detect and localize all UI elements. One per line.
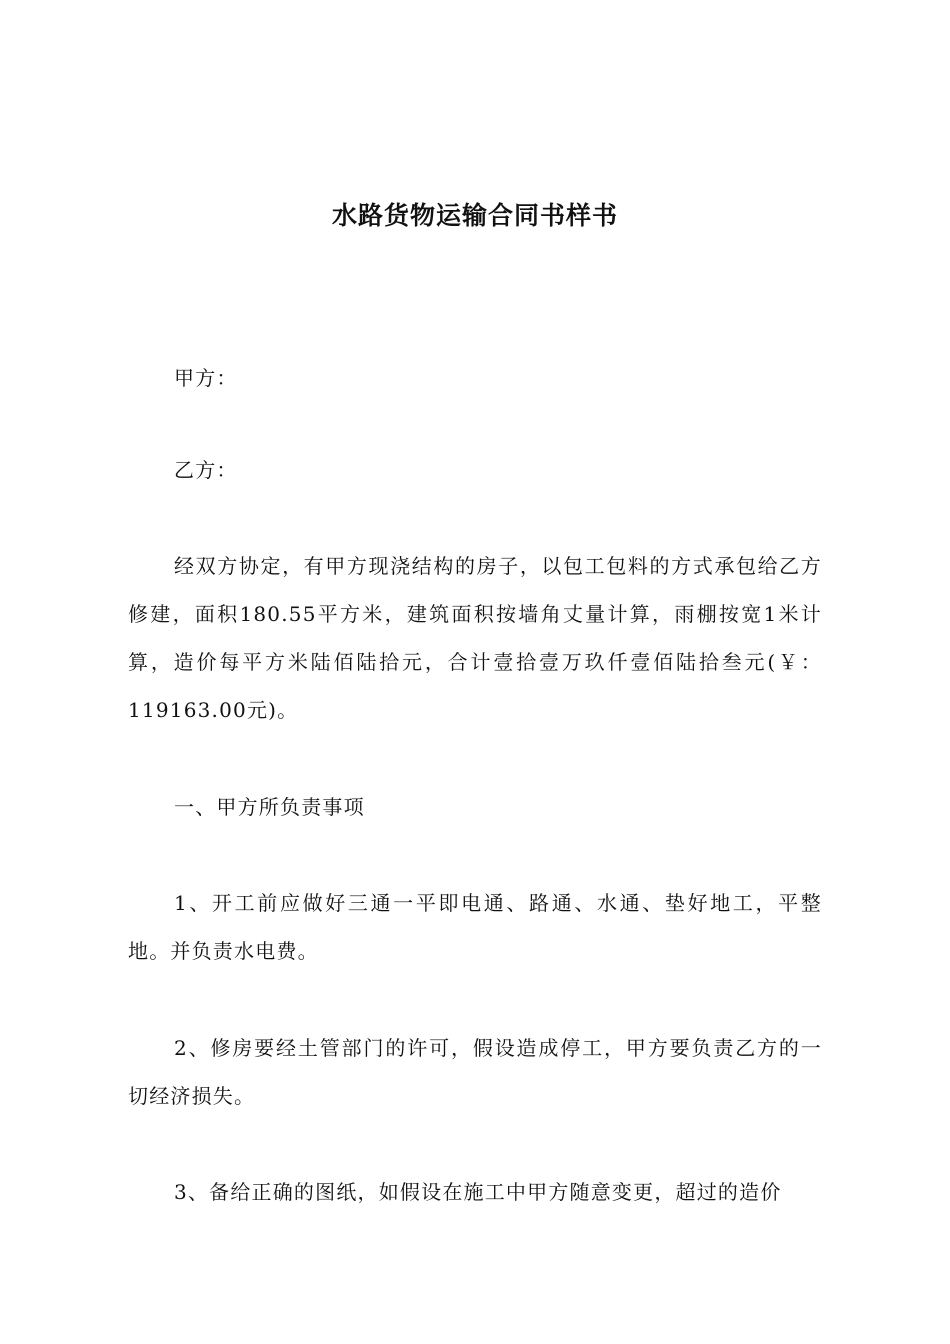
clause-item-3: 3、备给正确的图纸，如假设在施工中甲方随意变更，超过的造价: [174, 1180, 782, 1204]
clause-item-1: 1、开工前应做好三通一平即电通、路通、水通、垫好地工，平整地。并负责水电费。: [128, 891, 822, 963]
document-title: 水路货物运输合同书样书: [331, 201, 618, 230]
party-b-label: 乙方：: [174, 458, 238, 482]
party-a-label: 甲方：: [174, 366, 238, 390]
clause-item-2: 2、修房要经土管部门的许可，假设造成停工，甲方要负责乙方的一切经济损失。: [128, 1036, 822, 1108]
intro-paragraph: 经双方协定，有甲方现浇结构的房子，以包工包料的方式承包给乙方修建，面积180.55平方米，建筑面积按墙角丈量计算，雨棚按宽1米计算，造价每平方米陆佰陆拾元，合计壹拾壹万玖仟壹佰陆拾叁元(￥：119163.00元)。: [128, 554, 822, 722]
section-heading: 一、甲方所负责事项: [174, 795, 365, 819]
